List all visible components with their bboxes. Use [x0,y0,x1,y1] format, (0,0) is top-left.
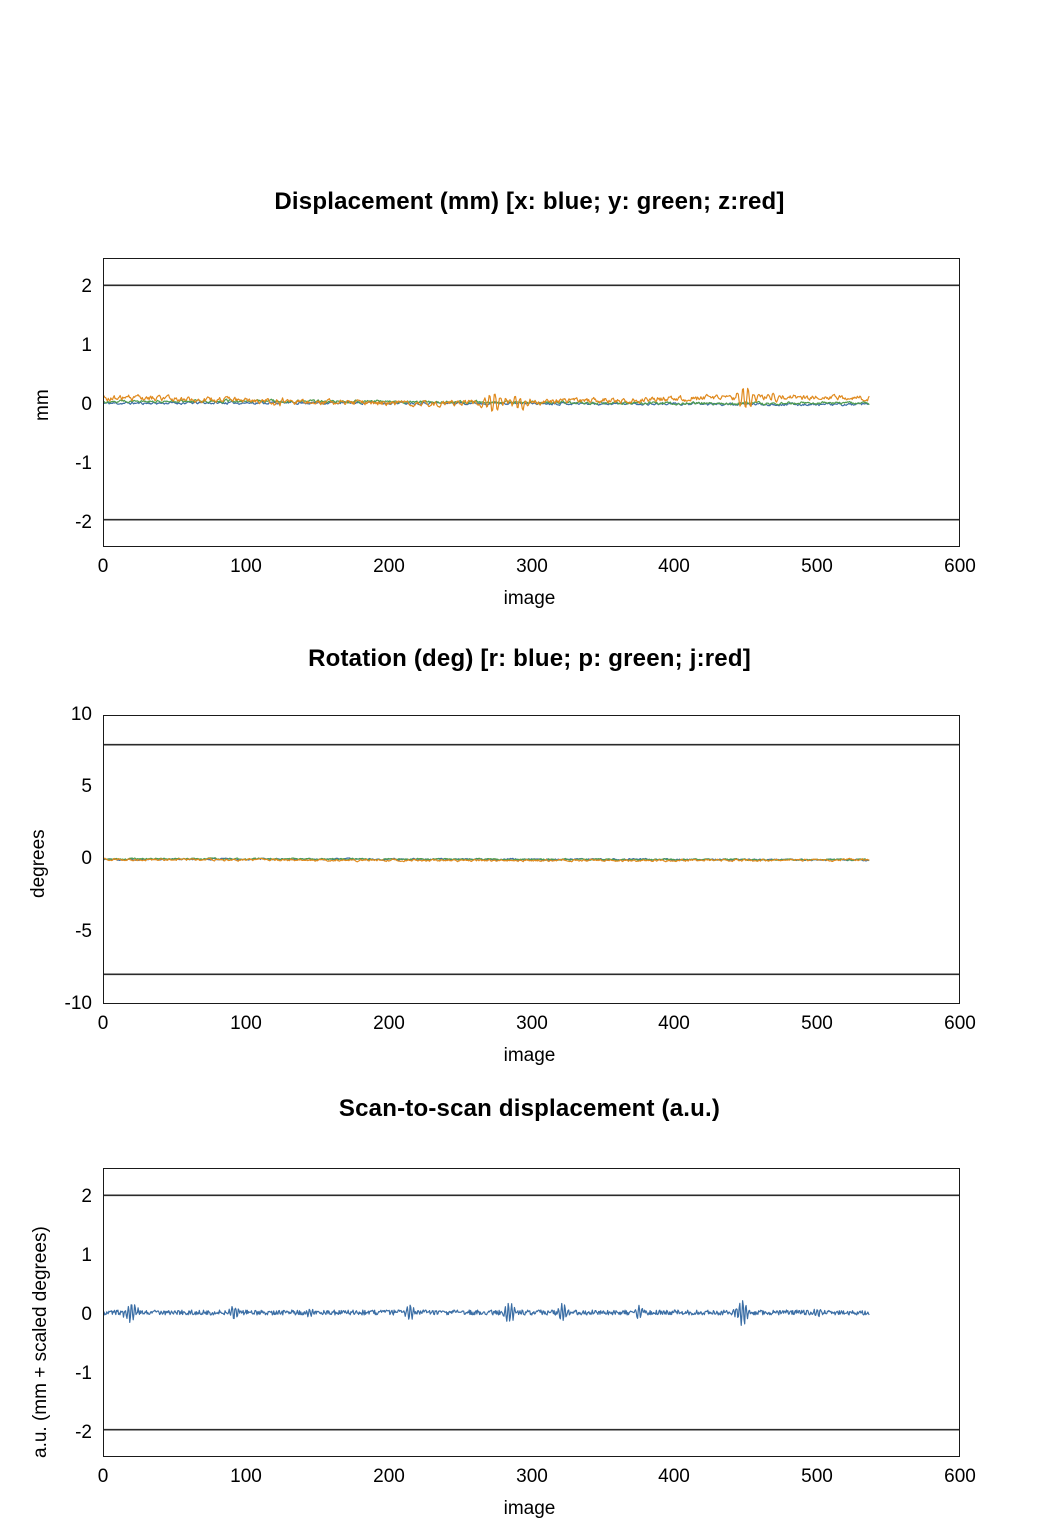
ytick-label: 5 [81,776,92,797]
xtick-label: 100 [230,1013,262,1034]
xtick-label: 200 [373,1013,405,1034]
xtick-label: 200 [373,1466,405,1487]
panel-scan-to-scan [0,1095,1059,1519]
axes-rotation [103,715,960,1004]
xtick-label: 400 [658,1013,690,1034]
ytick-label: 0 [81,394,92,415]
panel-rotation [0,645,1059,1066]
scan-to-scan-trace [104,1169,959,1456]
xtick-label: 500 [801,1013,833,1034]
ytick-label: -5 [75,921,92,942]
xtick-label: 300 [516,1013,548,1034]
xtick-label: 0 [97,1466,109,1487]
axes-displacement [103,258,960,547]
axes-scan-to-scan [103,1168,960,1457]
panel-displacement [0,188,1059,609]
xaxis-label: image [503,1045,556,1066]
yaxis-label: a.u. (mm + scaled degrees) [30,1226,51,1458]
xtick-label: 100 [230,1466,262,1487]
ytick-label: 2 [81,1186,92,1207]
yaxis-label: degrees [28,829,49,898]
ytick-label: -2 [75,512,92,533]
ytick-label: 0 [81,1304,92,1325]
ytick-label: 1 [81,335,92,356]
ytick-label: -10 [64,993,92,1014]
ytick-label: 10 [70,704,92,725]
xtick-label: 0 [97,1013,109,1034]
panel-title-displacement: Displacement (mm) [x: blue; y: green; z:red] [274,188,785,215]
xtick-label: 200 [373,556,405,577]
rotation-traces [104,716,959,1003]
xtick-label: 400 [658,556,690,577]
ytick-label: -1 [75,453,92,474]
xtick-label: 500 [801,556,833,577]
xtick-label: 600 [944,1466,976,1487]
xaxis-label: image [503,1498,556,1519]
xtick-label: 0 [97,556,109,577]
xtick-label: 300 [516,556,548,577]
ytick-label: 1 [81,1245,92,1266]
xtick-label: 600 [944,556,976,577]
panel-title-rotation: Rotation (deg) [r: blue; p: green; j:red] [308,645,751,672]
xaxis-label: image [503,588,556,609]
xtick-label: 100 [230,556,262,577]
xtick-label: 600 [944,1013,976,1034]
xtick-label: 400 [658,1466,690,1487]
ytick-label: -2 [75,1422,92,1443]
ytick-label: -1 [75,1363,92,1384]
ytick-label: 2 [81,276,92,297]
panel-title-scan-to-scan: Scan-to-scan displacement (a.u.) [338,1095,721,1122]
ytick-label: 0 [81,848,92,869]
displacement-traces [104,259,959,546]
xtick-label: 300 [516,1466,548,1487]
yaxis-label: mm [32,389,53,421]
xtick-label: 500 [801,1466,833,1487]
